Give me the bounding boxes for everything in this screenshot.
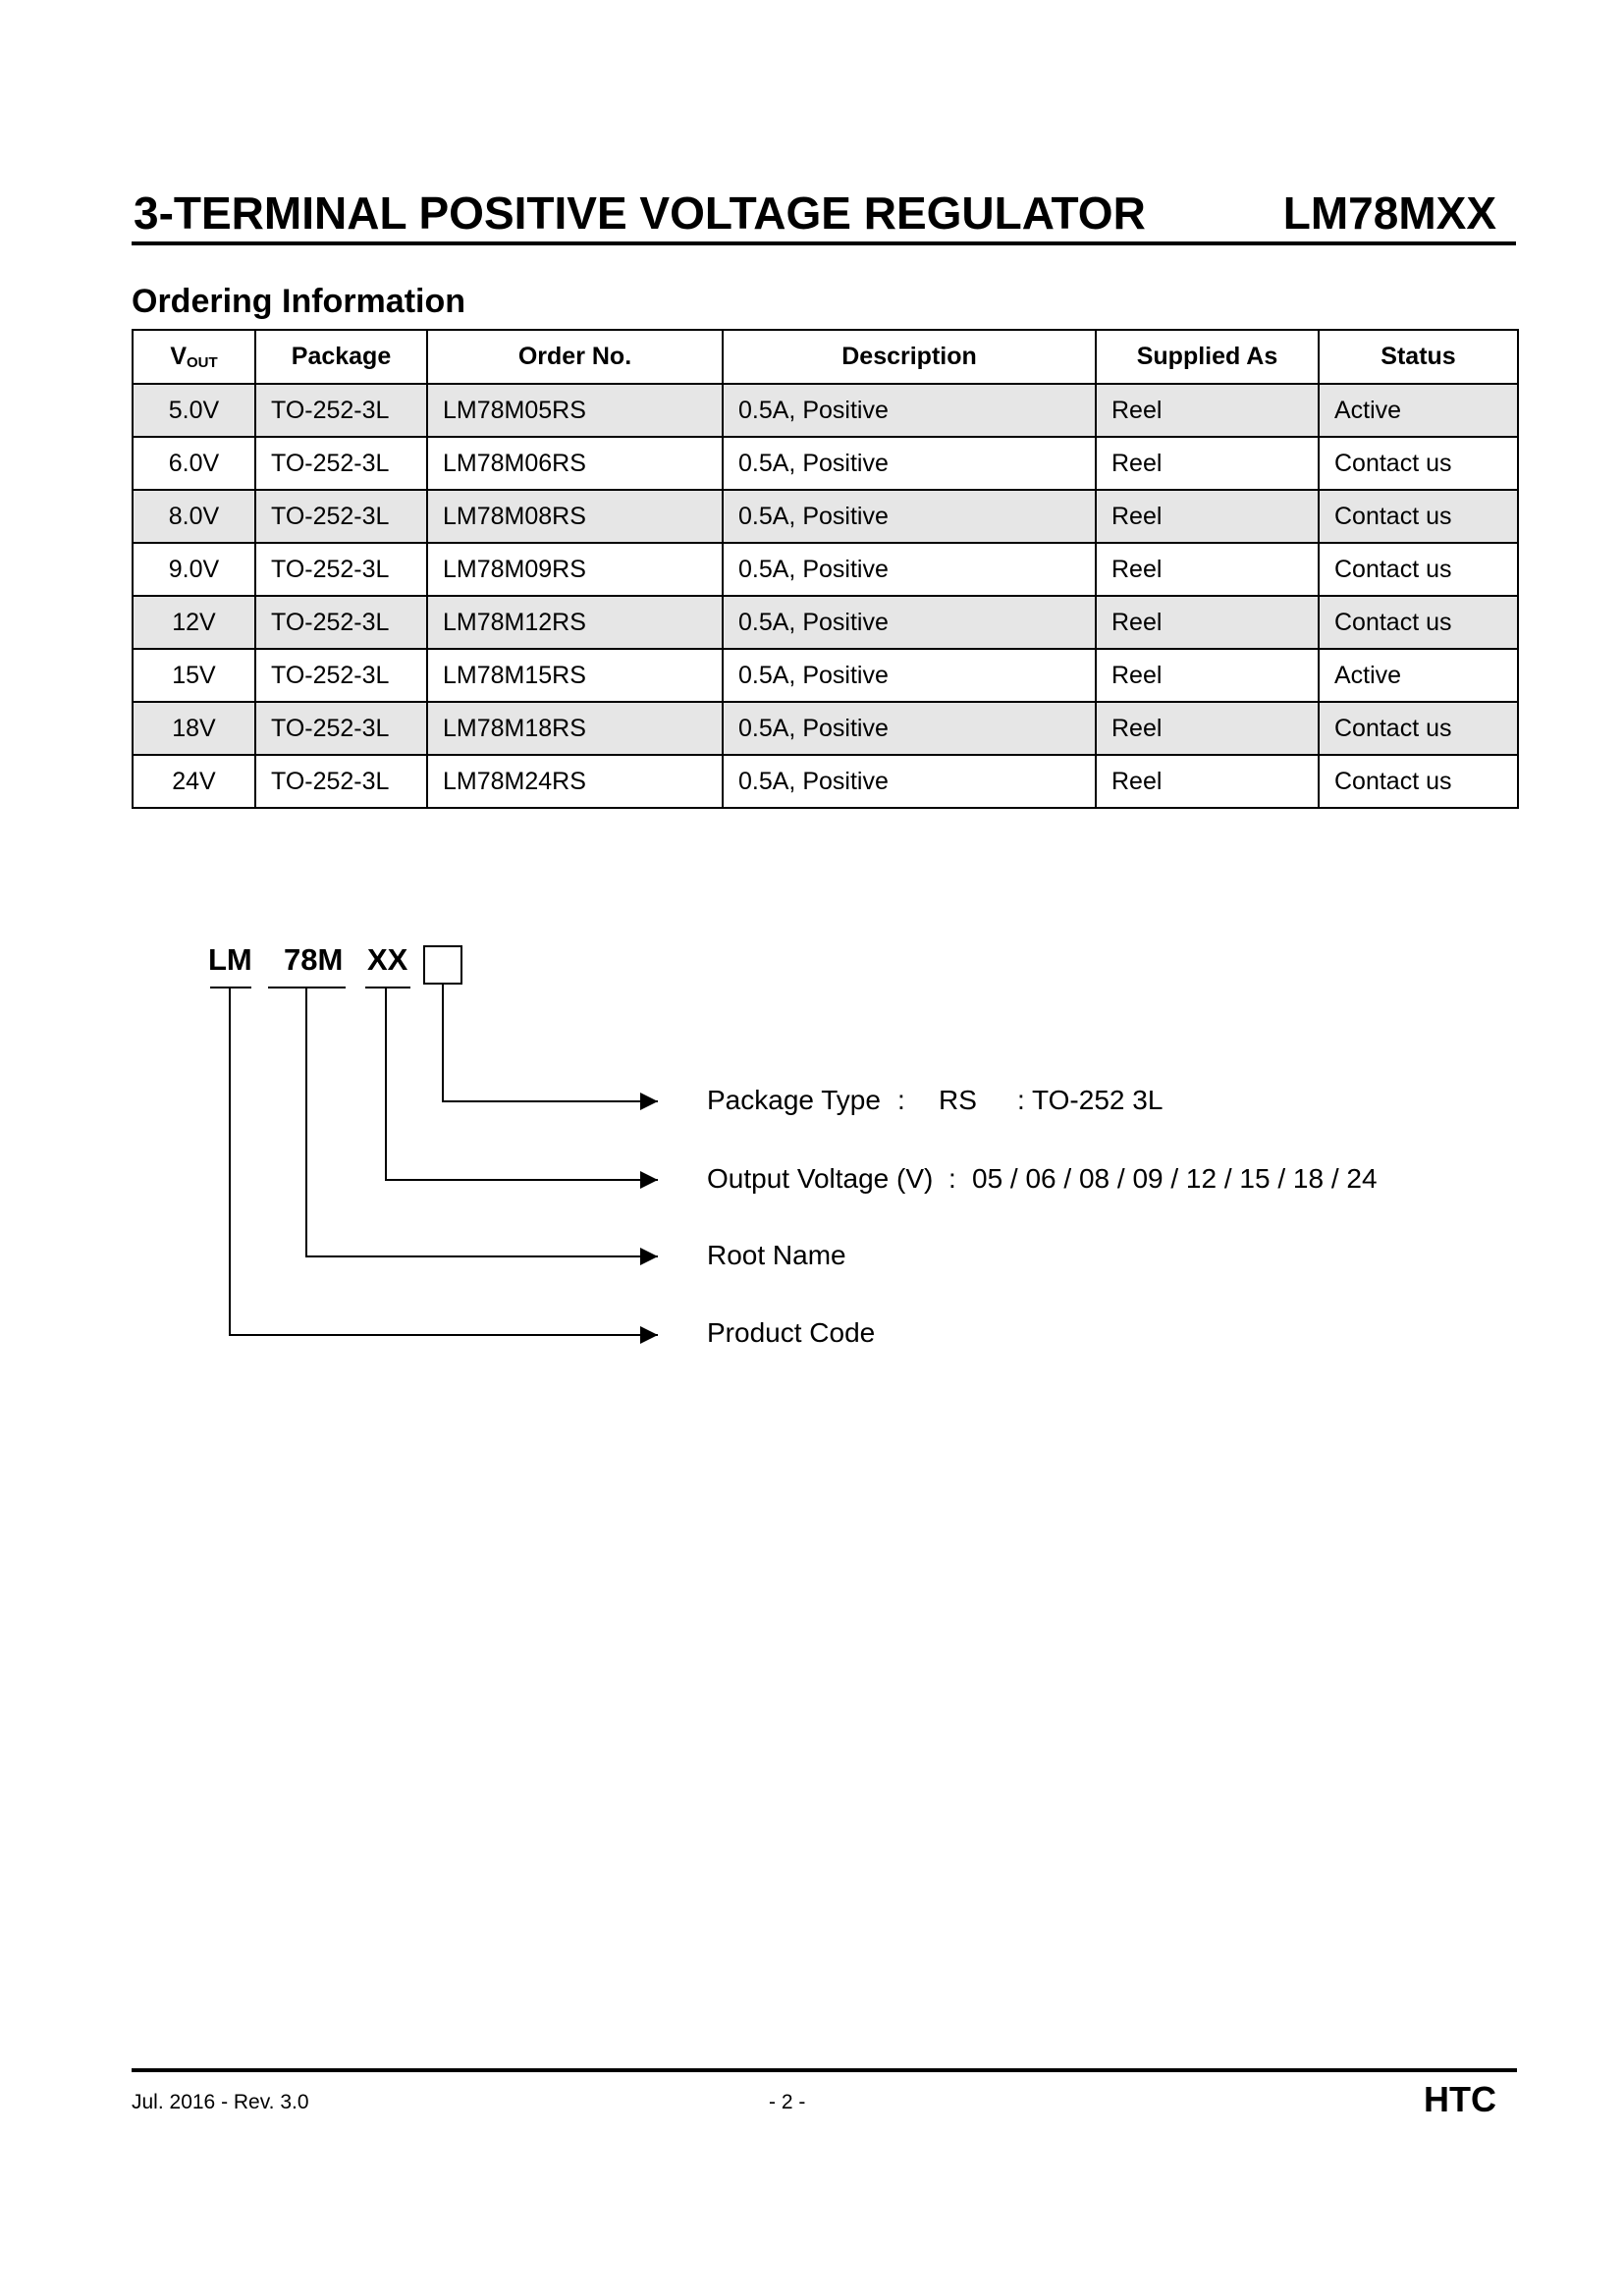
cell-description: 0.5A, Positive: [723, 702, 1096, 755]
cell-supplied-as: Reel: [1096, 649, 1319, 702]
cell-description: 0.5A, Positive: [723, 596, 1096, 649]
code-segment-root: 78M: [284, 942, 344, 977]
connector-product: [230, 988, 658, 1335]
cell-order-no: LM78M06RS: [427, 437, 723, 490]
cell-order-no: LM78M12RS: [427, 596, 723, 649]
cell-supplied-as: Reel: [1096, 490, 1319, 543]
cell-status: Contact us: [1319, 437, 1518, 490]
cell-status: Contact us: [1319, 755, 1518, 808]
cell-package: TO-252-3L: [255, 543, 427, 596]
column-header-vout: [133, 330, 255, 384]
table-row: [133, 702, 1518, 755]
cell-package: TO-252-3L: [255, 649, 427, 702]
cell-supplied-as: Reel: [1096, 384, 1319, 437]
cell-vout: 5.0V: [133, 384, 255, 437]
footer-date-revision: Jul. 2016 - Rev. 3.0: [132, 2091, 309, 2113]
cell-package: TO-252-3L: [255, 702, 427, 755]
cell-package: TO-252-3L: [255, 596, 427, 649]
code-segment-product: LM: [208, 942, 252, 977]
legend-voltage-sep: :: [948, 1163, 956, 1194]
connector-voltage: [386, 988, 658, 1180]
legend-package-sep: :: [897, 1085, 905, 1115]
cell-package: TO-252-3L: [255, 490, 427, 543]
legend-product-code: Product Code: [707, 1317, 876, 1348]
cell-vout: 24V: [133, 755, 255, 808]
cell-status: Contact us: [1319, 490, 1518, 543]
column-header-order-no: Order No.: [427, 330, 723, 384]
cell-description: 0.5A, Positive: [723, 543, 1096, 596]
column-header-status: Status: [1319, 330, 1518, 384]
table-row: [133, 649, 1518, 702]
vout-header-sub: OUT: [187, 354, 218, 371]
code-segment-voltage: XX: [367, 942, 408, 977]
legend-voltage-label: Output Voltage (V): [707, 1163, 934, 1194]
cell-status: Contact us: [1319, 596, 1518, 649]
cell-order-no: LM78M05RS: [427, 384, 723, 437]
cell-order-no: LM78M15RS: [427, 649, 723, 702]
cell-vout: 6.0V: [133, 437, 255, 490]
document-title: 3-TERMINAL POSITIVE VOLTAGE REGULATOR: [134, 187, 1146, 239]
page-header: [132, 183, 1516, 245]
table-row: [133, 437, 1518, 490]
cell-vout: 9.0V: [133, 543, 255, 596]
cell-supplied-as: Reel: [1096, 702, 1319, 755]
cell-supplied-as: Reel: [1096, 437, 1319, 490]
cell-order-no: LM78M18RS: [427, 702, 723, 755]
legend-output-voltage: [707, 1163, 1453, 1197]
cell-supplied-as: Reel: [1096, 543, 1319, 596]
column-header-description: Description: [723, 330, 1096, 384]
cell-vout: 15V: [133, 649, 255, 702]
cell-description: 0.5A, Positive: [723, 384, 1096, 437]
cell-package: TO-252-3L: [255, 437, 427, 490]
cell-status: Active: [1319, 649, 1518, 702]
legend-package-value: : TO-252 3L: [1017, 1085, 1164, 1115]
ordering-table: [132, 329, 1519, 809]
part-number: LM78MXX: [1282, 187, 1496, 239]
table-row: [133, 384, 1518, 437]
cell-vout: 12V: [133, 596, 255, 649]
cell-package: TO-252-3L: [255, 384, 427, 437]
legend-package-type: [707, 1085, 1394, 1118]
cell-supplied-as: Reel: [1096, 755, 1319, 808]
package-code-box: [424, 946, 461, 984]
cell-description: 0.5A, Positive: [723, 490, 1096, 543]
table-row: [133, 755, 1518, 808]
page-number: - 2 -: [769, 2091, 806, 2113]
legend-root-name: Root Name: [707, 1240, 846, 1270]
legend-voltage-value: 05 / 06 / 08 / 09 / 12 / 15 / 18 / 24: [972, 1163, 1378, 1194]
cell-description: 0.5A, Positive: [723, 437, 1096, 490]
cell-description: 0.5A, Positive: [723, 649, 1096, 702]
column-header-supplied-as: Supplied As: [1096, 330, 1319, 384]
cell-description: 0.5A, Positive: [723, 755, 1096, 808]
vout-header-main: V: [170, 343, 187, 370]
column-header-package: Package: [255, 330, 427, 384]
legend-package-label: Package Type: [707, 1085, 881, 1115]
cell-package: TO-252-3L: [255, 755, 427, 808]
footer-divider: [132, 2068, 1517, 2072]
table-row: [133, 596, 1518, 649]
table-header-row: [133, 330, 1518, 384]
connector-package: [443, 984, 658, 1101]
section-title: Ordering Information: [132, 283, 465, 320]
legend-package-code: RS: [939, 1085, 977, 1115]
cell-order-no: LM78M08RS: [427, 490, 723, 543]
cell-vout: 8.0V: [133, 490, 255, 543]
cell-supplied-as: Reel: [1096, 596, 1319, 649]
connector-root: [306, 988, 658, 1256]
company-name: HTC: [1424, 2079, 1496, 2119]
table-row: [133, 490, 1518, 543]
cell-status: Active: [1319, 384, 1518, 437]
cell-order-no: LM78M09RS: [427, 543, 723, 596]
cell-vout: 18V: [133, 702, 255, 755]
cell-status: Contact us: [1319, 702, 1518, 755]
cell-order-no: LM78M24RS: [427, 755, 723, 808]
table-row: [133, 543, 1518, 596]
cell-status: Contact us: [1319, 543, 1518, 596]
